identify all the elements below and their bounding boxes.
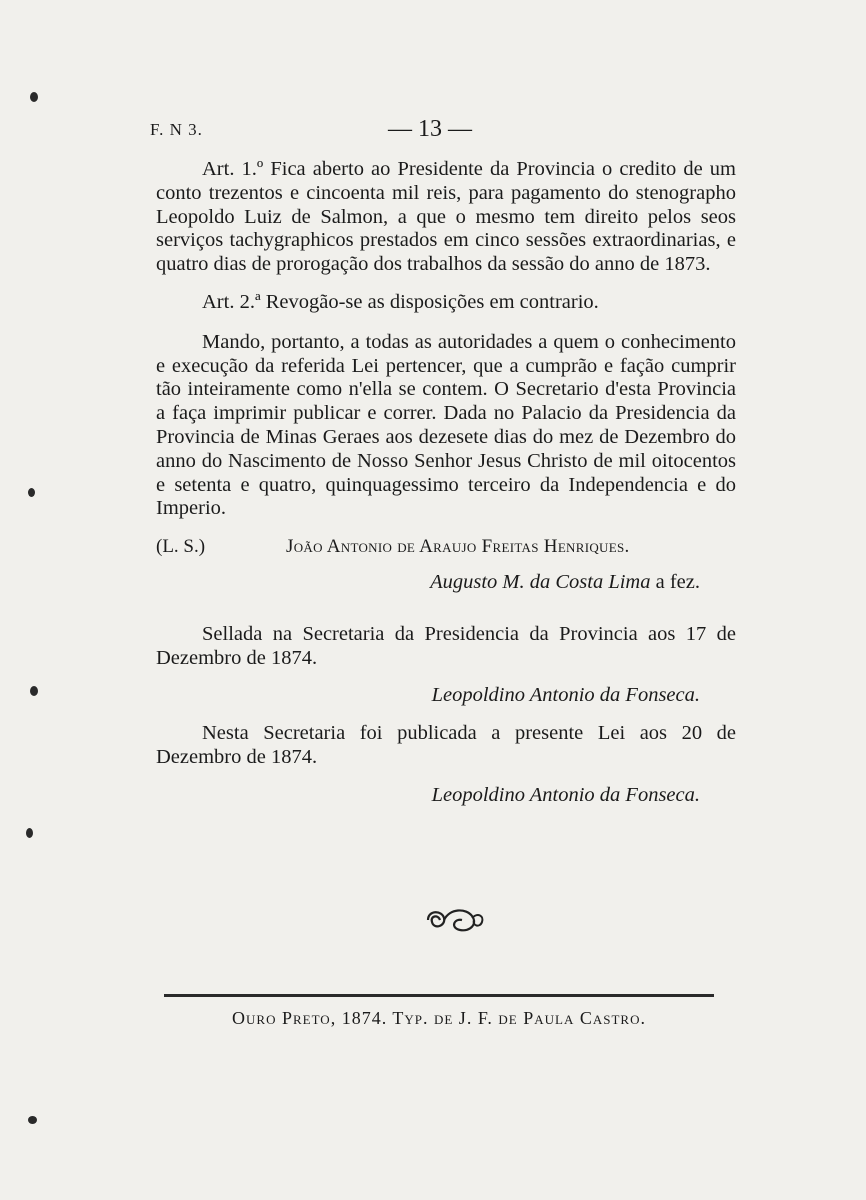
article-2: Art. 2.ª Revogão-se as disposições em contrario. — [202, 290, 599, 313]
page-header — [150, 116, 710, 146]
seal-mark: (L. S.) — [156, 536, 206, 558]
margin-speck — [30, 686, 38, 696]
clerk-signature — [156, 571, 736, 595]
printer-imprint: Ouro Preto, 1874. Typ. de J. F. de Paula Castro. — [232, 1008, 646, 1028]
promulgation-paragraph: Mando, portanto, a todas as autoridades a quem o conhecimento e execução da referida Lei pertencer, que a cumprão e fação cumprir tão inteiramente como n'ella se contem. O Secretario d'esta Provincia a faça imprimir publicar e correr. Dada no Palacio da Presidencia da Provincia de Minas Geraes aos dezesete dias do mez de Dezembro do anno do Nascimento de Nosso Senhor Jesus Christo de mil oitocentos e setenta e quatro, quinquagessimo terceiro da Independencia e do Imperio. — [156, 330, 736, 520]
governor-name: João Antonio de Araujo Freitas Henriques. — [286, 536, 630, 558]
margin-speck — [26, 828, 33, 838]
governor-signature-line — [156, 535, 736, 559]
margin-speck — [28, 1116, 37, 1124]
published-paragraph: Nesta Secretaria foi publicada a presente Lei aos 20 de Dezembro de 1874. — [156, 722, 736, 768]
page-number: — 13 — — [388, 116, 472, 142]
margin-speck — [28, 488, 35, 497]
clerk-name: Augusto M. da Costa Lima — [430, 570, 651, 593]
published-signatory: Leopoldino Antonio da Fonseca. — [431, 783, 700, 806]
article-1: Art. 1.º Fica aberto ao Presidente da Provincia o credito de um conto trezentos e cincoenta mil reis, para pagamento do stenographo Leopoldo Luiz de Salmon, a que o mesmo tem direito pelos seos serviços tachygraphicos prestados em cinco sessões extraordinarias, e quatro dias de prorogação dos trabalhos da sessão do anno de 1873. — [156, 158, 736, 276]
clerk-suffix: a fez. — [655, 570, 700, 593]
footer-rule — [164, 994, 714, 997]
sealed-signatory: Leopoldino Antonio da Fonseca. — [431, 684, 700, 707]
signature-mark: F. N 3. — [150, 120, 203, 139]
margin-speck — [30, 92, 38, 102]
ornament-flourish-icon — [420, 902, 490, 938]
law-text — [156, 158, 736, 822]
sealed-paragraph: Sellada na Secretaria da Presidencia da Provincia aos 17 de Dezembro de 1874. — [156, 622, 736, 669]
